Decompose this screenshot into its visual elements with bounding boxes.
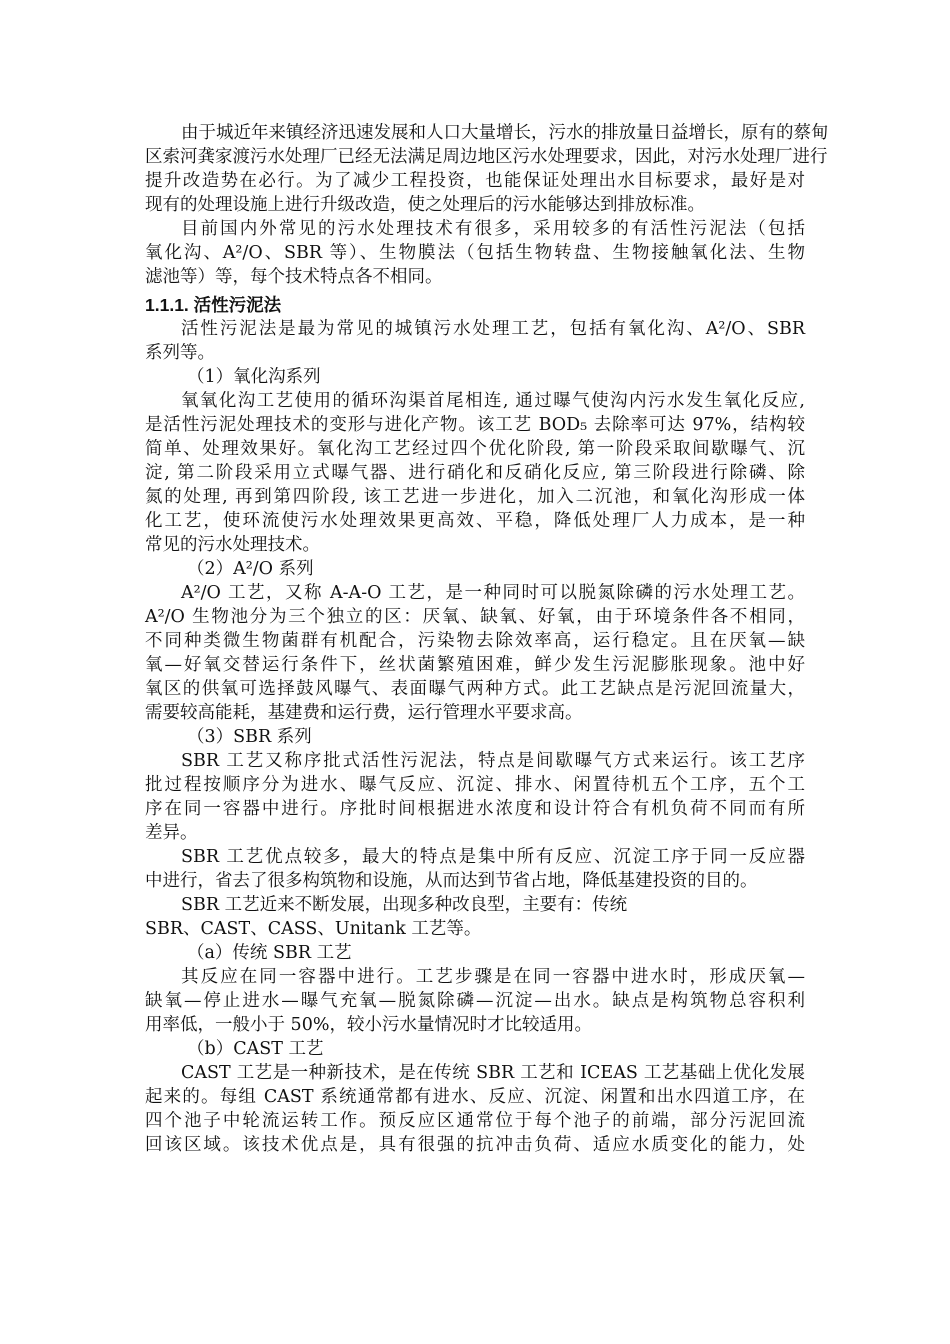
text-line: 系列等。 [145,343,215,363]
section-heading: 1.1.1. 活性污泥法 [145,295,282,315]
subheading-oxidation-ditch: （1）氧化沟系列 [187,367,321,387]
text-line: 是活性污泥处理技术的变形与进化产物。该工艺 BOD₅ 去除率可达 97%，结构较 [145,415,805,435]
text-line: 目前国内外常见的污水处理技术有很多，采用较多的有活性污泥法（包括 [181,219,805,239]
text-line: 其反应在同一容器中进行。工艺步骤是在同一容器中进水时，形成厌氧— [181,967,805,987]
subheading-sbr: （3）SBR 系列 [187,727,312,747]
text-line: 氧区的供氧可选择鼓风曝气、表面曝气两种方式。此工艺缺点是污泥回流量大， [145,679,805,699]
paragraph-intro [145,121,829,217]
paragraph-oxidation-ditch [145,389,805,557]
text-line: 氧氧化沟工艺使用的循环沟渠首尾相连, 通过曝气使沟内污水发生氧化反应, [181,391,805,411]
text-line: 简单、处理效果好。氧化沟工艺经过四个优化阶段, 第一阶段采取间歇曝气、沉 [145,439,805,459]
text-line: 差异。 [145,823,198,843]
text-line: 提升改造势在必行。为了减少工程投资，也能保证处理出水目标要求，最好是对 [145,171,805,191]
document-body [145,121,829,1157]
paragraph-a2o [145,581,805,725]
paragraph-cast [145,1061,805,1157]
paragraph-activated-sludge [145,317,805,365]
text-line: 批过程按顺序分为进水、曝气反应、沉淀、排水、闲置待机五个工序，五个工 [145,775,805,795]
subheading-a2o: （2）A²/O 系列 [187,559,314,579]
subheading-traditional-sbr: （a）传统 SBR 工艺 [187,943,352,963]
paragraph-sbr-variants [145,893,805,941]
text-line: 现有的处理设施上进行升级改造，使之处理后的污水能够达到排放标准。 [145,195,705,215]
text-line: 四个池子中轮流运转工作。预反应区通常位于每个池子的前端，部分污泥回流 [145,1111,805,1131]
text-line: 缺氧—停止进水—曝气充氧—脱氮除磷—沉淀—出水。缺点是构筑物总容积利 [145,991,805,1011]
subheading-cast: （b）CAST 工艺 [187,1039,324,1059]
text-line: 区索河龚家渡污水处理厂已经无法满足周边地区污水处理要求，因此，对污水处理厂进行 [145,147,828,167]
text-line: 氧—好氧交替运行条件下，丝状菌繁殖困难，鲜少发生污泥膨胀现象。池中好 [145,655,805,675]
paragraph-traditional-sbr [145,965,805,1037]
text-line: 不同种类微生物菌群有机配合，污染物去除效率高，运行稳定。且在厌氧—缺 [145,631,805,651]
text-line: 氧化沟、A²/O、SBR 等）、生物膜法（包括生物转盘、生物接触氧化法、生物 [145,243,805,263]
text-line: 化工艺，使环流使污水处理效果更高效、平稳，降低处理厂人力成本，是一种 [145,511,805,531]
paragraph-sbr-advantages [145,845,805,893]
text-line: 需要较高能耗，基建费和运行费，运行管理水平要求高。 [145,703,583,723]
text-line: CAST 工艺是一种新技术，是在传统 SBR 工艺和 ICEAS 工艺基础上优化发展 [181,1063,805,1083]
text-line: SBR 工艺又称序批式活性污泥法，特点是间歇曝气方式来运行。该工艺序 [181,751,805,771]
text-line: SBR 工艺近来不断发展，出现多种改良型，主要有：传统 [181,895,628,915]
text-line: A²/O 工艺，又称 A-A-O 工艺，是一种同时可以脱氮除磷的污水处理工艺。 [181,583,805,603]
text-line: 淀, 第二阶段采用立式曝气器、进行硝化和反硝化反应, 第三阶段进行除磷、除 [145,463,805,483]
text-line: 用率低，一般小于 50%，较小污水量情况时才比较适用。 [145,1015,592,1035]
text-line: 起来的。每组 CAST 系统通常都有进水、反应、沉淀、闲置和出水四道工序，在 [145,1087,805,1107]
paragraph-overview [145,217,805,289]
text-line: 由于城近年来镇经济迅速发展和人口大量增长，污水的排放量日益增长，原有的蔡甸 [181,123,829,143]
text-line: 氮的处理, 再到第四阶段, 该工艺进一步进化，加入二沉池，和氧化沟形成一体 [145,487,805,507]
paragraph-sbr [145,749,805,845]
text-line: 滤池等）等，每个技术特点各不相同。 [145,267,443,287]
text-line: 序在同一容器中进行。序批时间根据进水浓度和设计符合有机负荷不同而有所 [145,799,805,819]
text-line: A²/O 生物池分为三个独立的区：厌氧、缺氧、好氧，由于环境条件各不相同， [145,607,805,627]
text-line: 中进行，省去了很多构筑物和设施，从而达到节省占地，降低基建投资的目的。 [145,871,758,891]
text-line: SBR、CAST、CASS、Unitank 工艺等。 [145,919,482,939]
text-line: SBR 工艺优点较多，最大的特点是集中所有反应、沉淀工序于同一反应器 [181,847,805,867]
text-line: 活性污泥法是最为常见的城镇污水处理工艺，包括有氧化沟、A²/O、SBR [181,319,805,339]
text-line: 回该区域。该技术优点是，具有很强的抗冲击负荷、适应水质变化的能力，处 [145,1135,805,1155]
text-line: 常见的污水处理技术。 [145,535,320,555]
